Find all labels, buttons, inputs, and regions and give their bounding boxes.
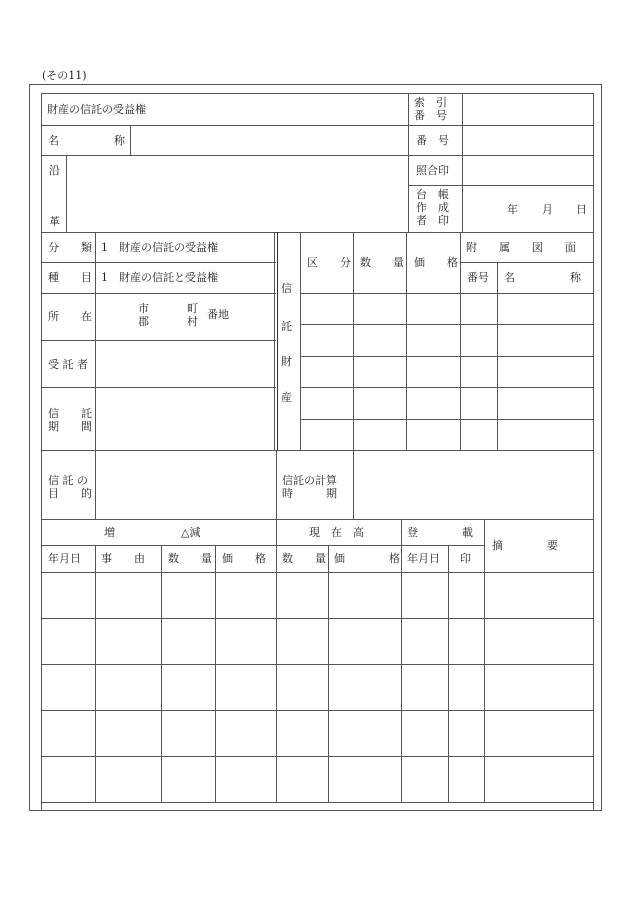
entry-header: 登 載: [407, 526, 473, 539]
kind-label: 種 目: [48, 271, 92, 284]
location-label: 所 在: [48, 310, 92, 323]
col-current-qty-header: 数 量: [282, 552, 326, 565]
trust-property-side-char: 財: [281, 355, 292, 368]
history-label-bottom: 革: [49, 215, 60, 228]
col-date-header: 年月日: [48, 552, 81, 565]
number-label: 番 号: [416, 134, 449, 147]
trust-period-field[interactable]: [96, 388, 273, 449]
table-row[interactable]: [42, 573, 592, 617]
number-field[interactable]: [463, 126, 592, 154]
form-title: 財産の信託の受益権: [47, 103, 146, 116]
table-row[interactable]: [42, 665, 592, 709]
location-lot: 番地: [207, 308, 229, 321]
name-field[interactable]: [131, 126, 407, 154]
trustee-field[interactable]: [96, 341, 273, 386]
col-attached-number-header: 番号: [467, 271, 489, 284]
remarks-header: 摘 要: [492, 539, 558, 552]
index-number-label: 索 引 番 号: [414, 96, 447, 122]
name-label: 名 称: [48, 134, 125, 147]
col-reason-header: 事 由: [101, 552, 145, 565]
increase-decrease-header: 増 △減: [104, 526, 201, 539]
location-village: 村: [187, 315, 198, 328]
ledger-form-frame: [29, 84, 602, 811]
col-price-header: 価 格: [222, 552, 266, 565]
kind-value: 1 財産の信託と受益権: [101, 271, 218, 284]
check-seal-label: 照合印: [416, 164, 449, 177]
col-category-header: 区 分: [307, 256, 351, 269]
table-row[interactable]: [42, 711, 592, 755]
history-field[interactable]: [67, 156, 407, 231]
trust-period-label: 信 託 期 間: [48, 407, 92, 433]
col-entry-date-header: 年月日: [407, 552, 440, 565]
date-day: 日: [576, 203, 587, 216]
date-year: 年: [507, 203, 518, 216]
trust-property-side-char: 信: [281, 282, 292, 295]
trustee-label: 受 託 者: [48, 358, 88, 371]
trust-property-side-char: 産: [281, 391, 292, 404]
trust-calc-period-field[interactable]: [354, 451, 592, 518]
form-caption: (その11): [42, 69, 87, 82]
col-qty-header: 数 量: [168, 552, 212, 565]
date-month: 月: [542, 203, 553, 216]
trust-calc-period-label: 信託の計算 時 期: [282, 474, 337, 500]
col-attached-drawing-header: 附 属 図 面: [466, 241, 576, 254]
classification-label: 分 類: [48, 241, 92, 254]
check-seal-field[interactable]: [463, 156, 592, 184]
location-city: 市: [138, 302, 149, 315]
history-label-top: 沿: [49, 164, 60, 177]
col-price-header: 価 格: [414, 256, 458, 269]
col-attached-name-header: 名 称: [504, 271, 581, 284]
col-quantity-header: 数 量: [360, 256, 404, 269]
classification-value: 1 財産の信託の受益権: [101, 241, 218, 254]
table-row[interactable]: [42, 619, 592, 663]
trust-property-side-char: 託: [281, 320, 292, 333]
ledger-creator-seal-label: 台 帳 作 成 者 印: [416, 188, 449, 227]
table-row[interactable]: [42, 757, 592, 801]
col-entry-seal-header: 印: [460, 552, 471, 565]
current-amount-header: 現 在 高: [309, 526, 364, 539]
location-town: 町: [187, 302, 198, 315]
trust-purpose-label: 信 託 の 目 的: [48, 474, 92, 500]
location-county: 郡: [138, 315, 149, 328]
col-current-price-header: 価 格: [334, 552, 400, 565]
trust-purpose-field[interactable]: [96, 451, 275, 518]
